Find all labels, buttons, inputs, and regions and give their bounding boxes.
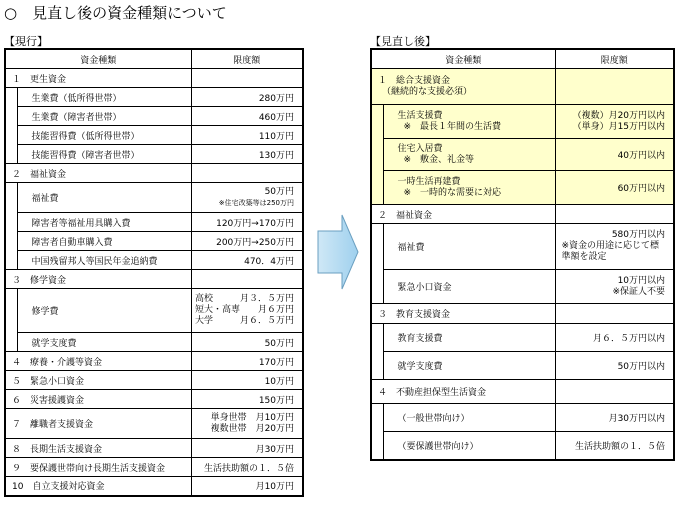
category-label: ３ 教育支援資金 <box>371 304 555 324</box>
category-label: ４ 不動産担保型生活資金 <box>371 380 555 404</box>
item-label: 一時生活再建費 <box>397 176 461 187</box>
item-amount: 280万円 <box>191 88 303 107</box>
category-label: 10 自立支援対応資金 <box>5 477 191 496</box>
item-label: 福祉費 <box>383 224 555 270</box>
revised-label: 【見直し後】 <box>370 35 436 48</box>
item-label: 生業費（低所得世帯） <box>17 88 191 107</box>
category-label: ８ 長期生活支援資金 <box>5 439 191 458</box>
item-label: 生活支援費 <box>397 110 443 121</box>
category-label: ６ 災害援護資金 <box>5 390 191 409</box>
item-amount: 60万円以内 <box>555 171 674 205</box>
item-note: ※ 最長１年間の生活費 <box>403 121 502 132</box>
item-note: ※資金の用途に応じて標 <box>561 241 660 251</box>
item-amount-line: （単身）月15万円以内 <box>572 121 666 132</box>
arrow-right-icon <box>316 213 360 291</box>
item-amount-line: 複数世帯 月20万円 <box>210 423 295 434</box>
category-label: ３ 修学資金 <box>5 270 191 289</box>
category-label: ２ 福祉資金 <box>5 164 191 183</box>
item-label: 生業費（障害者世帯） <box>17 107 191 126</box>
item-note: ※ 敷金、礼金等 <box>403 154 475 165</box>
col-limit-header: 限度額 <box>555 49 674 69</box>
item-amount: 生活扶助額の１．５倍 <box>191 458 303 477</box>
category-label: ４ 療養・介護等資金 <box>5 352 191 371</box>
item-note: ※ 一時的な需要に対応 <box>403 187 502 198</box>
item-amount: 40万円以内 <box>555 139 674 171</box>
item-note: ※住宅改築等は250万円 <box>218 198 295 207</box>
col-type-header: 資金種類 <box>371 49 555 69</box>
item-amount: 120万円→170万円 <box>191 213 303 232</box>
item-label: 障害者等福祉用具購入費 <box>17 213 191 232</box>
item-amount: 50万円 <box>264 186 295 197</box>
item-label: 技能習得費（障害者世帯） <box>17 145 191 164</box>
item-label: 修学費 <box>17 289 191 333</box>
item-amount: 月30万円 <box>191 439 303 458</box>
item-amount: 130万円 <box>191 145 303 164</box>
category-label: ２ 福祉資金 <box>371 205 555 224</box>
item-label: 技能習得費（低所得世帯） <box>17 126 191 145</box>
item-note: ※保証人不要 <box>612 286 666 297</box>
item-amount-line: 短大・高専 月６万円 <box>195 305 295 315</box>
category-label: １ 総合支援資金 <box>378 75 451 86</box>
item-label: 福祉費 <box>17 183 191 213</box>
item-amount: 110万円 <box>191 126 303 145</box>
current-table <box>4 48 304 497</box>
item-amount: 生活扶助額の１．５倍 <box>555 432 674 460</box>
item-label: 就学支度費 <box>383 352 555 380</box>
item-label: 中国残留邦人等国民年金追納費 <box>17 251 191 270</box>
item-amount: 170万円 <box>191 352 303 371</box>
item-amount-line: 10万円以内 <box>617 275 666 286</box>
item-label: 障害者自動車購入費 <box>17 232 191 251</box>
item-amount-line: 大学 月６．５万円 <box>195 316 295 326</box>
item-amount: 月10万円 <box>191 477 303 496</box>
category-label: ９ 要保護世帯向け長期生活支援資金 <box>5 458 191 477</box>
item-label: 緊急小口資金 <box>383 270 555 304</box>
item-amount: 50万円以内 <box>555 352 674 380</box>
revised-table <box>370 48 675 461</box>
item-label: 教育支援費 <box>383 324 555 352</box>
item-amount-line: 高校 月３．５万円 <box>195 294 295 304</box>
category-note: （継続的な支援必須） <box>382 86 473 97</box>
item-amount-line: 単身世帯 月10万円 <box>210 412 295 423</box>
category-label: ７ 離職者支援資金 <box>5 409 191 439</box>
col-type-header: 資金種類 <box>5 49 191 69</box>
item-label: 就学支度費 <box>17 333 191 352</box>
item-label: 住宅入居費 <box>397 143 443 154</box>
col-limit-header: 限度額 <box>191 49 303 69</box>
item-amount: 月30万円以内 <box>555 404 674 432</box>
page-title: ○ 見直し後の資金種類について <box>4 4 227 22</box>
item-note: 準額を設定 <box>561 252 607 262</box>
category-label: １ 更生資金 <box>5 69 191 88</box>
item-amount-line: （複数）月20万円以内 <box>572 110 666 121</box>
current-label: 【現行】 <box>4 35 48 48</box>
category-label: ５ 緊急小口資金 <box>5 371 191 390</box>
item-label: （要保護世帯向け） <box>383 432 555 460</box>
item-amount: 10万円 <box>191 371 303 390</box>
item-label: （一般世帯向け） <box>383 404 555 432</box>
item-amount: 150万円 <box>191 390 303 409</box>
item-amount: 50万円 <box>191 333 303 352</box>
item-amount-line: 580万円以内 <box>611 230 666 240</box>
item-amount: 200万円→250万円 <box>191 232 303 251</box>
item-amount: 460万円 <box>191 107 303 126</box>
item-amount: 月６．５万円以内 <box>555 324 674 352</box>
item-amount: 470．4万円 <box>191 251 303 270</box>
